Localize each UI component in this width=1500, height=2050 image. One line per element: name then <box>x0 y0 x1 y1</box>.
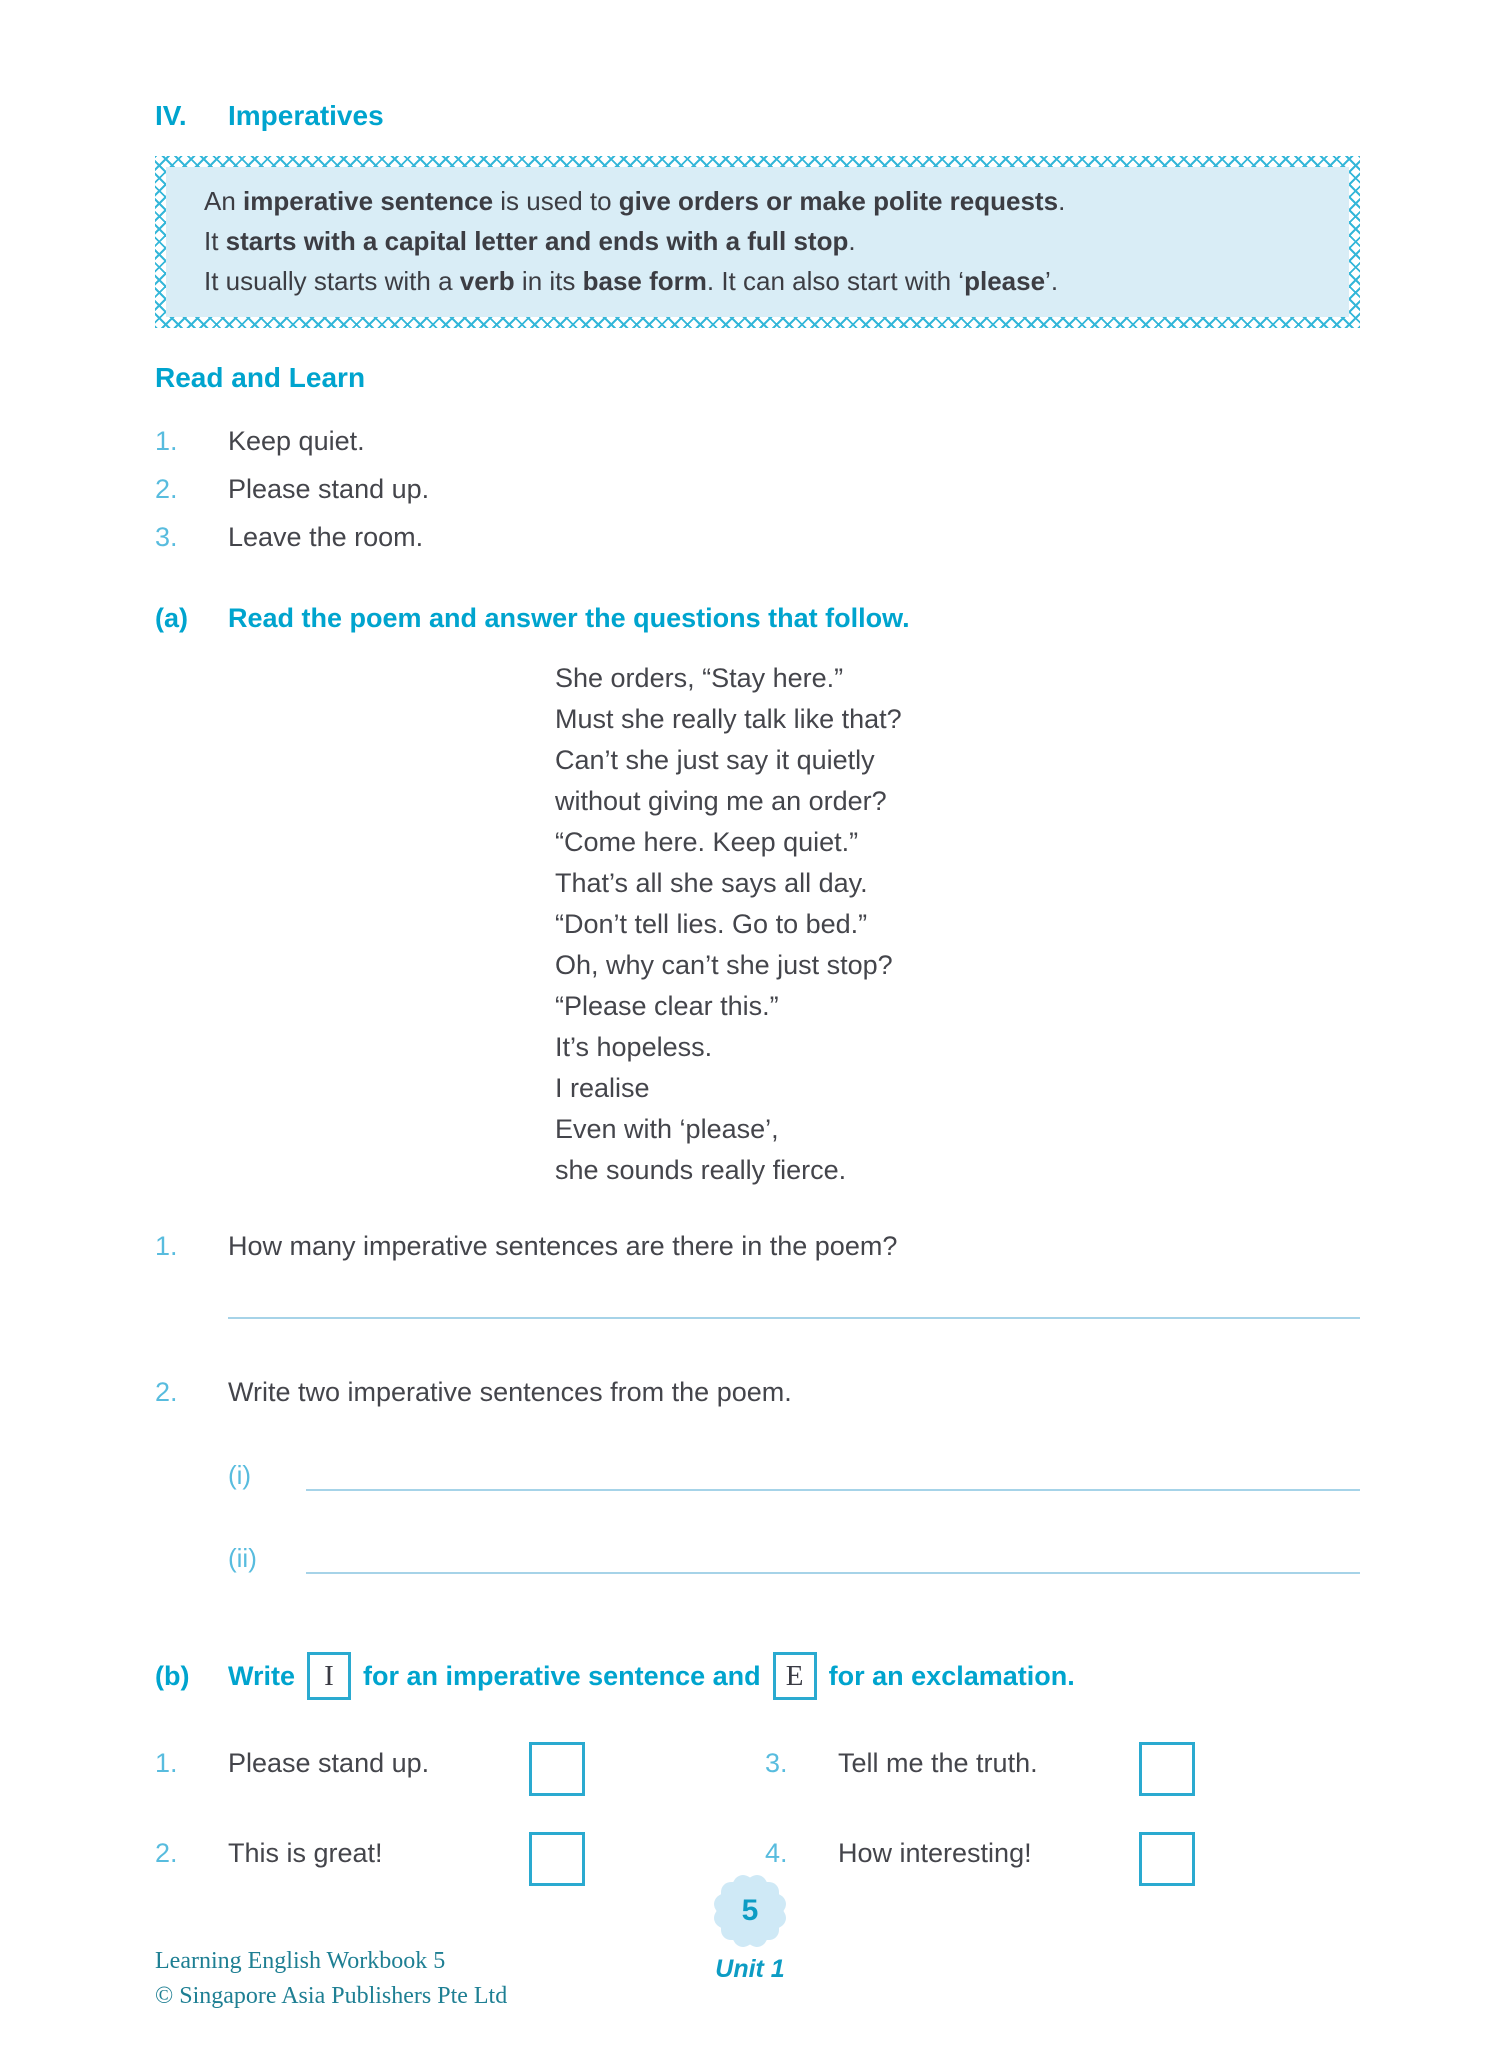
item-number: 4. <box>765 1838 788 1868</box>
question-text: Write two imperative sentences from the poem. <box>228 1377 792 1407</box>
rule-box-line: It usually starts with a verb in its base form. It can also start with ‘please’. <box>204 266 1059 296</box>
question-number: 1. <box>155 1231 178 1261</box>
answer-line-i[interactable] <box>306 1461 1360 1491</box>
sub-label-i: (i) <box>228 1460 252 1490</box>
page-number: 5 <box>741 1894 759 1927</box>
poem-line: Even with ‘please’, <box>555 1114 779 1144</box>
part-b-text-3: for an exclamation. <box>828 1660 1075 1691</box>
item-text: This is great! <box>228 1838 383 1868</box>
unit-label: Unit 1 <box>715 1955 785 1983</box>
poem-line: she sounds really fierce. <box>555 1155 847 1185</box>
poem <box>555 658 1360 1191</box>
section-number: IV. <box>155 100 187 131</box>
list-item <box>155 522 1360 553</box>
rule-box <box>166 167 1349 317</box>
sub-label-ii: (ii) <box>228 1543 257 1573</box>
item-text: Please stand up. <box>228 1748 430 1778</box>
item-text: Leave the room. <box>228 522 424 552</box>
section-heading <box>155 100 1360 132</box>
item-number: 1. <box>155 1748 178 1778</box>
item-number: 2. <box>155 1838 178 1868</box>
part-a-heading <box>155 603 1360 634</box>
poem-line: Must she really talk like that? <box>555 704 902 734</box>
read-learn-heading: Read and Learn <box>155 362 366 393</box>
item-text: Please stand up. <box>228 474 430 504</box>
footer-line-2: © Singapore Asia Publishers Pte Ltd <box>155 1983 508 2009</box>
question-text: How many imperative sentences are there in the poem? <box>228 1231 898 1261</box>
rule-box-line: It starts with a capital letter and ends with a full stop. <box>204 226 856 256</box>
part-a-title: Read the poem and answer the questions that follow. <box>228 603 910 633</box>
answer-box-1[interactable] <box>529 1742 585 1796</box>
part-b-heading <box>155 1652 1360 1700</box>
footer-line-1: Learning English Workbook 5 <box>155 1948 446 1974</box>
part-b-grid <box>155 1742 1360 1886</box>
item-number: 3. <box>765 1748 788 1778</box>
poem-line: “Please clear this.” <box>555 991 779 1021</box>
part-a-label: (a) <box>155 603 188 633</box>
exercise-item-1 <box>155 1742 585 1796</box>
item-text: Tell me the truth. <box>838 1748 1038 1778</box>
poem-line: She orders, “Stay here.” <box>555 663 844 693</box>
list-item <box>155 426 1360 457</box>
part-b-label: (b) <box>155 1660 190 1691</box>
read-learn-list <box>155 426 1360 553</box>
poem-line: Can’t she just say it quietly <box>555 745 875 775</box>
letter-box-i: I <box>307 1652 351 1700</box>
question-number: 2. <box>155 1377 178 1407</box>
part-b-text-2: for an imperative sentence and <box>363 1660 761 1691</box>
exercise-item-3 <box>765 1742 1195 1796</box>
item-text: Keep quiet. <box>228 426 365 456</box>
poem-line: I realise <box>555 1073 650 1103</box>
star-icon <box>708 1869 792 1953</box>
item-text: How interesting! <box>838 1838 1032 1868</box>
rule-box-line: An imperative sentence is used to give orders or make polite requests. <box>204 186 1066 216</box>
poem-line: Oh, why can’t she just stop? <box>555 950 893 980</box>
item-number: 3. <box>155 522 178 552</box>
footer <box>155 1944 507 2014</box>
question-2 <box>155 1377 1360 1408</box>
question-1 <box>155 1231 1360 1262</box>
letter-box-e: E <box>773 1652 817 1700</box>
list-item <box>155 474 1360 505</box>
sub-answer-ii <box>228 1543 1360 1574</box>
poem-line: without giving me an order? <box>555 786 887 816</box>
rule-box-frame <box>155 156 1360 328</box>
sub-answer-i <box>228 1460 1360 1491</box>
section-title: Imperatives <box>228 100 384 131</box>
poem-line: That’s all she says all day. <box>555 868 868 898</box>
poem-line: “Don’t tell lies. Go to bed.” <box>555 909 868 939</box>
poem-line: It’s hopeless. <box>555 1032 713 1062</box>
answer-box-3[interactable] <box>1139 1742 1195 1796</box>
item-number: 2. <box>155 474 178 504</box>
answer-line-ii[interactable] <box>306 1544 1360 1574</box>
part-b-text-1: Write <box>228 1660 296 1691</box>
answer-line-q1[interactable] <box>228 1317 1360 1319</box>
item-number: 1. <box>155 426 178 456</box>
poem-line: “Come here. Keep quiet.” <box>555 827 859 857</box>
